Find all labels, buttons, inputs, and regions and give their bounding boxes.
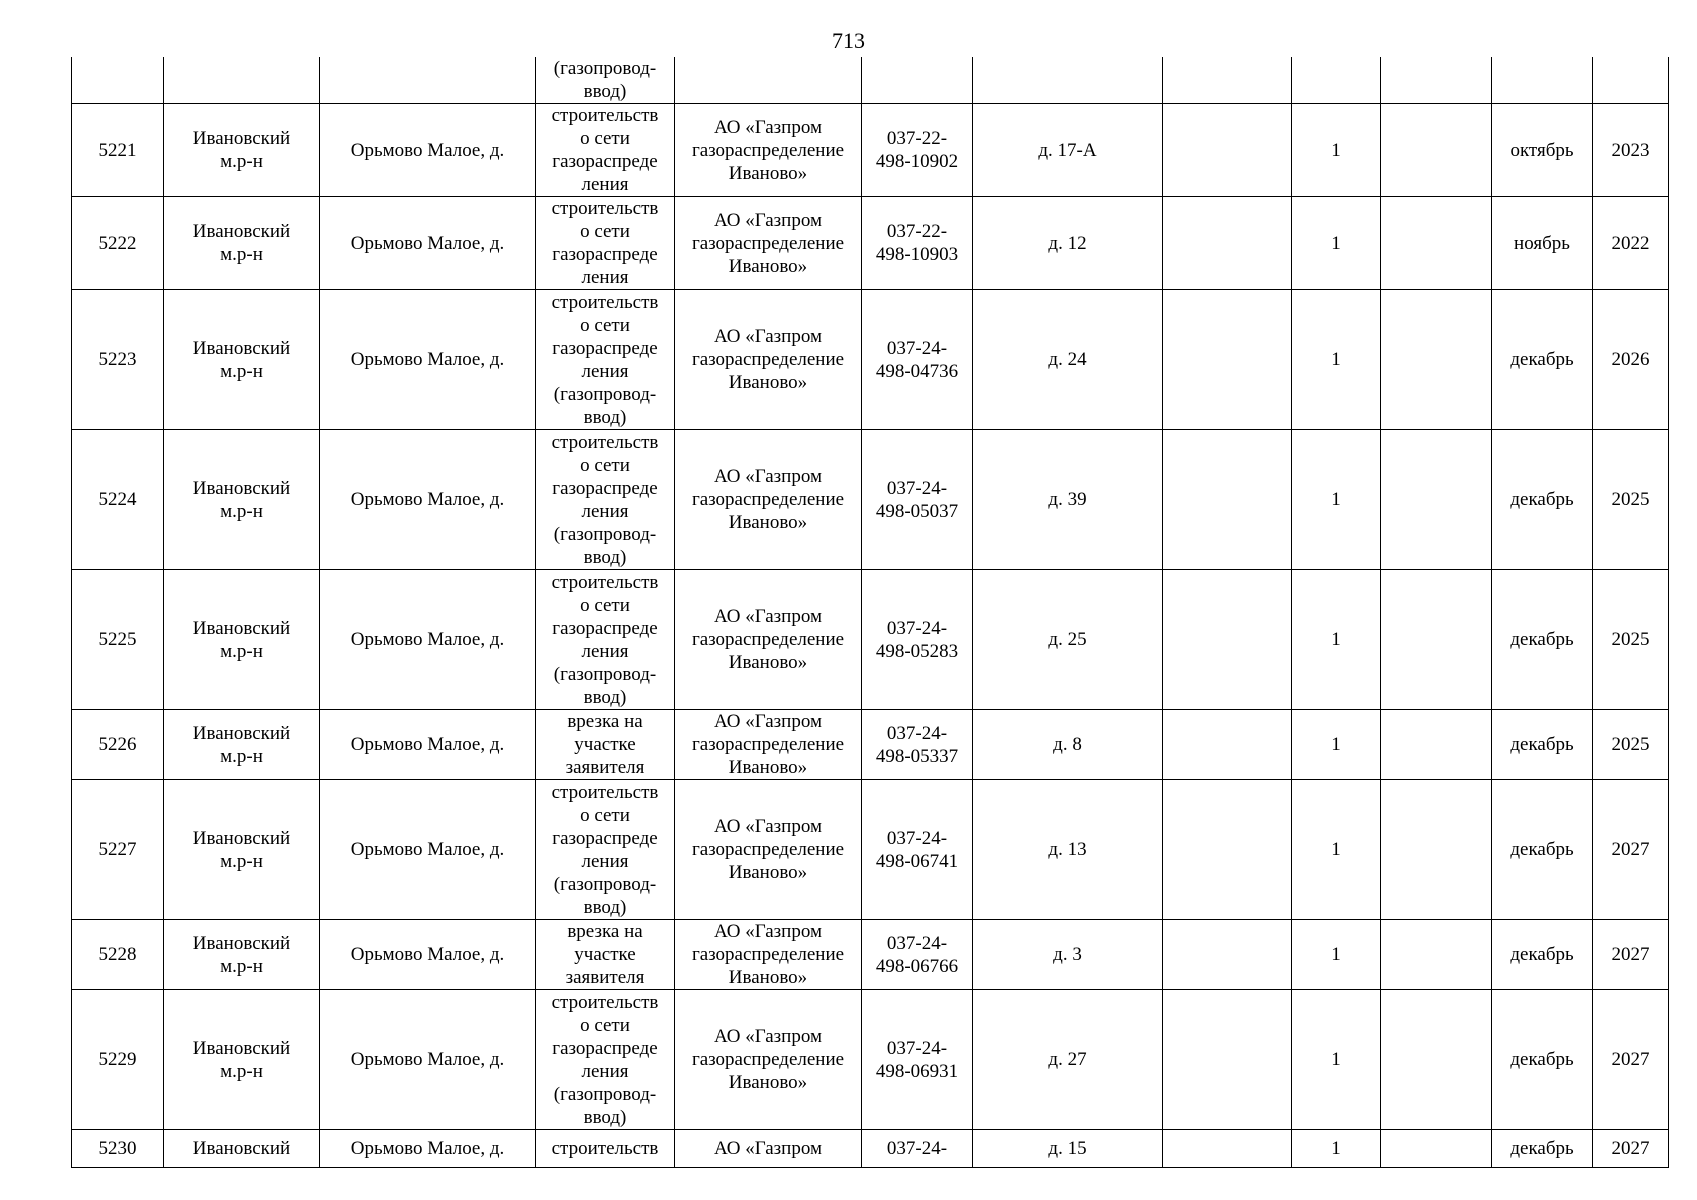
cell-blank-8 [1163,990,1292,1130]
cell-work-type: строительств о сети газораспреде ления [536,104,675,197]
cell-month: декабрь [1492,570,1593,710]
cell-address: д. 13 [973,780,1163,920]
cell-district: Ивановский м.р-н [164,710,320,780]
cell-district: Ивановский м.р-н [164,290,320,430]
cell-number: 5221 [72,104,164,197]
cell-work-type: строительств о сети газораспреде ления (газопровод- ввод) [536,780,675,920]
cell-address [973,57,1163,104]
cell-blank-8 [1163,104,1292,197]
cell-locality: Орьмово Малое, д. [320,780,536,920]
cell-application-id: 037-24- 498-06766 [862,920,973,990]
cell-blank-8 [1163,430,1292,570]
cell-count: 1 [1292,710,1381,780]
cell-work-type: (газопровод- ввод) [536,57,675,104]
table-row [72,430,1669,570]
cell-number: 5223 [72,290,164,430]
cell-count: 1 [1292,197,1381,290]
cell-blank-8 [1163,1130,1292,1168]
cell-month: декабрь [1492,710,1593,780]
cell-month: ноябрь [1492,197,1593,290]
page-number: 713 [832,28,865,53]
cell-district: Ивановский м.р-н [164,920,320,990]
cell-blank-10 [1381,197,1492,290]
cell-application-id: 037-24- 498-06741 [862,780,973,920]
table-row [72,290,1669,430]
cell-count: 1 [1292,570,1381,710]
table-row [72,990,1669,1130]
cell-locality: Орьмово Малое, д. [320,920,536,990]
cell-district: Ивановский м.р-н [164,780,320,920]
cell-count: 1 [1292,430,1381,570]
cell-locality: Орьмово Малое, д. [320,1130,536,1168]
cell-blank-10 [1381,290,1492,430]
cell-number: 5226 [72,710,164,780]
cell-number: 5228 [72,920,164,990]
cell-organization [675,57,862,104]
cell-locality: Орьмово Малое, д. [320,197,536,290]
cell-application-id: 037-22- 498-10903 [862,197,973,290]
table-row-continuation [72,57,1669,104]
cell-year: 2025 [1593,710,1669,780]
cell-blank-10 [1381,104,1492,197]
cell-work-type: врезка на участке заявителя [536,920,675,990]
cell-month [1492,57,1593,104]
cell-blank-10 [1381,430,1492,570]
cell-blank-8 [1163,710,1292,780]
cell-application-id [862,57,973,104]
cell-application-id: 037-24- [862,1130,973,1168]
cell-blank-8 [1163,920,1292,990]
cell-organization: АО «Газпром газораспределение Иваново» [675,990,862,1130]
cell-locality: Орьмово Малое, д. [320,990,536,1130]
cell-organization: АО «Газпром газораспределение Иваново» [675,430,862,570]
cell-blank-10 [1381,990,1492,1130]
cell-blank-10 [1381,780,1492,920]
cell-organization: АО «Газпром газораспределение Иваново» [675,780,862,920]
cell-year: 2027 [1593,780,1669,920]
cell-year: 2027 [1593,1130,1669,1168]
cell-locality: Орьмово Малое, д. [320,430,536,570]
cell-organization: АО «Газпром газораспределение Иваново» [675,104,862,197]
cell-number: 5230 [72,1130,164,1168]
table-row [72,920,1669,990]
cell-blank-10 [1381,1130,1492,1168]
cell-blank-10 [1381,710,1492,780]
cell-organization: АО «Газпром газораспределение Иваново» [675,710,862,780]
cell-address: д. 3 [973,920,1163,990]
cell-address: д. 25 [973,570,1163,710]
cell-year [1593,57,1669,104]
cell-district: Ивановский м.р-н [164,570,320,710]
cell-application-id: 037-24- 498-06931 [862,990,973,1130]
cell-locality [320,57,536,104]
cell-work-type: врезка на участке заявителя [536,710,675,780]
cell-month: октябрь [1492,104,1593,197]
cell-year: 2025 [1593,430,1669,570]
cell-year: 2022 [1593,197,1669,290]
cell-year: 2025 [1593,570,1669,710]
cell-work-type: строительств [536,1130,675,1168]
cell-organization: АО «Газпром газораспределение Иваново» [675,570,862,710]
cell-month: декабрь [1492,990,1593,1130]
registry-body [72,57,1669,1168]
cell-address: д. 17-А [973,104,1163,197]
cell-count: 1 [1292,990,1381,1130]
cell-work-type: строительств о сети газораспреде ления (газопровод- ввод) [536,430,675,570]
cell-blank-10 [1381,920,1492,990]
cell-work-type: строительств о сети газораспреде ления (газопровод- ввод) [536,290,675,430]
cell-organization: АО «Газпром [675,1130,862,1168]
cell-blank-8 [1163,57,1292,104]
cell-number: 5222 [72,197,164,290]
cell-year: 2023 [1593,104,1669,197]
table-row [72,570,1669,710]
cell-application-id: 037-24- 498-05337 [862,710,973,780]
table-row [72,780,1669,920]
cell-count [1292,57,1381,104]
cell-number: 5227 [72,780,164,920]
cell-count: 1 [1292,780,1381,920]
cell-year: 2026 [1593,290,1669,430]
cell-work-type: строительств о сети газораспреде ления [536,197,675,290]
cell-month: декабрь [1492,1130,1593,1168]
cell-district: Ивановский м.р-н [164,430,320,570]
cell-month: декабрь [1492,290,1593,430]
cell-address: д. 24 [973,290,1163,430]
table-row [72,197,1669,290]
cell-number: 5224 [72,430,164,570]
cell-district: Ивановский [164,1130,320,1168]
cell-count: 1 [1292,290,1381,430]
cell-year: 2027 [1593,990,1669,1130]
cell-blank-8 [1163,290,1292,430]
cell-month: декабрь [1492,920,1593,990]
cell-blank-8 [1163,780,1292,920]
cell-district: Ивановский м.р-н [164,197,320,290]
registry-table [71,57,1669,1168]
cell-count: 1 [1292,920,1381,990]
cell-locality: Орьмово Малое, д. [320,710,536,780]
cell-district: Ивановский м.р-н [164,104,320,197]
cell-count: 1 [1292,1130,1381,1168]
cell-address: д. 39 [973,430,1163,570]
cell-number: 5229 [72,990,164,1130]
cell-work-type: строительств о сети газораспреде ления (газопровод- ввод) [536,570,675,710]
cell-number: 5225 [72,570,164,710]
cell-year: 2027 [1593,920,1669,990]
table-row [72,104,1669,197]
cell-application-id: 037-22- 498-10902 [862,104,973,197]
cell-application-id: 037-24- 498-04736 [862,290,973,430]
cell-address: д. 12 [973,197,1163,290]
cell-blank-10 [1381,570,1492,710]
table-row [72,710,1669,780]
cell-month: декабрь [1492,780,1593,920]
cell-address: д. 8 [973,710,1163,780]
table-row [72,1130,1669,1168]
cell-blank-8 [1163,570,1292,710]
cell-month: декабрь [1492,430,1593,570]
cell-blank-10 [1381,57,1492,104]
cell-locality: Орьмово Малое, д. [320,570,536,710]
cell-organization: АО «Газпром газораспределение Иваново» [675,920,862,990]
cell-locality: Орьмово Малое, д. [320,290,536,430]
cell-address: д. 15 [973,1130,1163,1168]
cell-blank-8 [1163,197,1292,290]
cell-count: 1 [1292,104,1381,197]
cell-application-id: 037-24- 498-05283 [862,570,973,710]
cell-number [72,57,164,104]
cell-district [164,57,320,104]
cell-application-id: 037-24- 498-05037 [862,430,973,570]
cell-organization: АО «Газпром газораспределение Иваново» [675,197,862,290]
cell-address: д. 27 [973,990,1163,1130]
cell-district: Ивановский м.р-н [164,990,320,1130]
cell-organization: АО «Газпром газораспределение Иваново» [675,290,862,430]
cell-work-type: строительств о сети газораспреде ления (газопровод- ввод) [536,990,675,1130]
cell-locality: Орьмово Малое, д. [320,104,536,197]
